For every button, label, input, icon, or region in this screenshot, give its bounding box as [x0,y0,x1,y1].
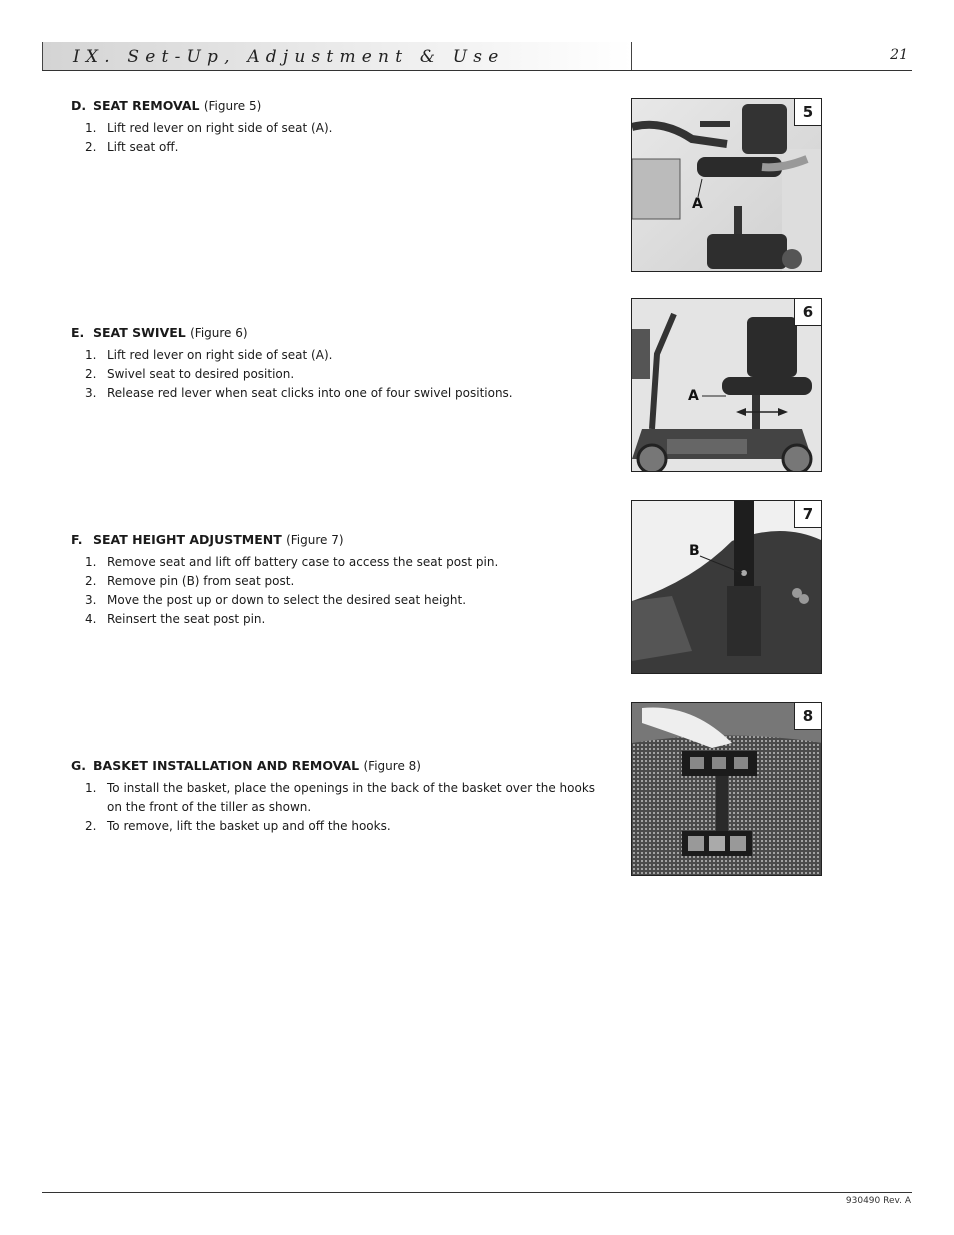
step-text: Lift red lever on right side of seat (A). [107,121,333,135]
step-text: Remove seat and lift off battery case to access the seat post pin. [107,555,499,569]
section-letter: F. [71,532,83,547]
figure-reference: (Figure 6) [190,326,248,340]
step-number: 3. [85,593,97,607]
step-text: Lift seat off. [107,140,179,154]
section-title: SEAT HEIGHT ADJUSTMENT [93,532,282,547]
step-number: 2. [85,140,97,154]
step-item [71,572,611,591]
step-number: 2. [85,574,97,588]
page-number: 21 [890,47,908,63]
figure-number: 5 [794,99,821,126]
step-text: Reinsert the seat post pin. [107,612,266,626]
section-title: BASKET INSTALLATION AND REMOVAL [93,758,360,773]
step-item [71,365,611,384]
step-text: To remove, lift the basket up and off the hooks. [107,819,391,833]
section-letter: G. [71,758,87,773]
header-divider [631,42,632,70]
section-seat-swivel [71,325,611,403]
section-letter: D. [71,98,87,113]
step-number: 3. [85,386,97,400]
page-header [42,42,912,71]
section-heading [71,758,601,773]
step-item [71,610,611,629]
callout-label: B [689,543,700,559]
step-item [71,591,611,610]
section-letter: E. [71,325,85,340]
section-heading [71,98,611,113]
figure-7-seat-post-photo [631,500,822,674]
section-heading [71,325,611,340]
step-item [71,817,601,836]
step-item [71,384,611,403]
step-item [71,138,611,157]
section-title: SEAT SWIVEL [93,325,186,340]
step-number: 2. [85,367,97,381]
figure-reference: (Figure 5) [203,99,262,113]
steps-list [71,346,611,403]
steps-list [71,779,601,836]
step-text: Move the post up or down to select the desired seat height. [107,593,467,607]
steps-list [71,553,611,629]
figure-number: 8 [794,703,821,730]
figure-number: 7 [794,501,821,528]
step-item [71,779,601,817]
step-number: 1. [85,555,97,569]
document-revision-code: 930490 Rev. A [845,1196,911,1206]
section-heading [71,532,611,547]
section-seat-height [71,532,611,629]
figure-reference: (Figure 7) [286,533,344,547]
header-band [42,42,633,70]
callout-label: A [688,388,699,404]
step-text: Swivel seat to desired position. [107,367,295,381]
section-seat-removal [71,98,611,157]
footer-rule [42,1192,912,1193]
figure-reference: (Figure 8) [363,759,421,773]
step-item [71,346,611,365]
step-text: Remove pin (B) from seat post. [107,574,295,588]
section-title: SEAT REMOVAL [93,98,200,113]
step-text: Lift red lever on right side of seat (A). [107,348,333,362]
callout-label: A [692,196,703,212]
figure-number: 6 [794,299,821,326]
step-number: 1. [85,121,97,135]
step-text: To install the basket, place the openings in the back of the basket over the hooks on the front of the tiller as shown. [107,781,596,814]
step-item [71,119,611,138]
section-basket [71,758,601,836]
step-text: Release red lever when seat clicks into one of four swivel positions. [107,386,513,400]
steps-list [71,119,611,157]
chapter-title: IX. Set-Up, Adjustment & Use [73,47,505,67]
header-rule [42,70,912,71]
step-number: 2. [85,819,97,833]
step-number: 1. [85,348,97,362]
figure-5-seat-removal-photo [631,98,822,272]
step-item [71,553,611,572]
step-number: 1. [85,781,97,795]
figure-8-basket-photo [631,702,822,876]
figure-6-seat-swivel-photo [631,298,822,472]
step-number: 4. [85,612,97,626]
